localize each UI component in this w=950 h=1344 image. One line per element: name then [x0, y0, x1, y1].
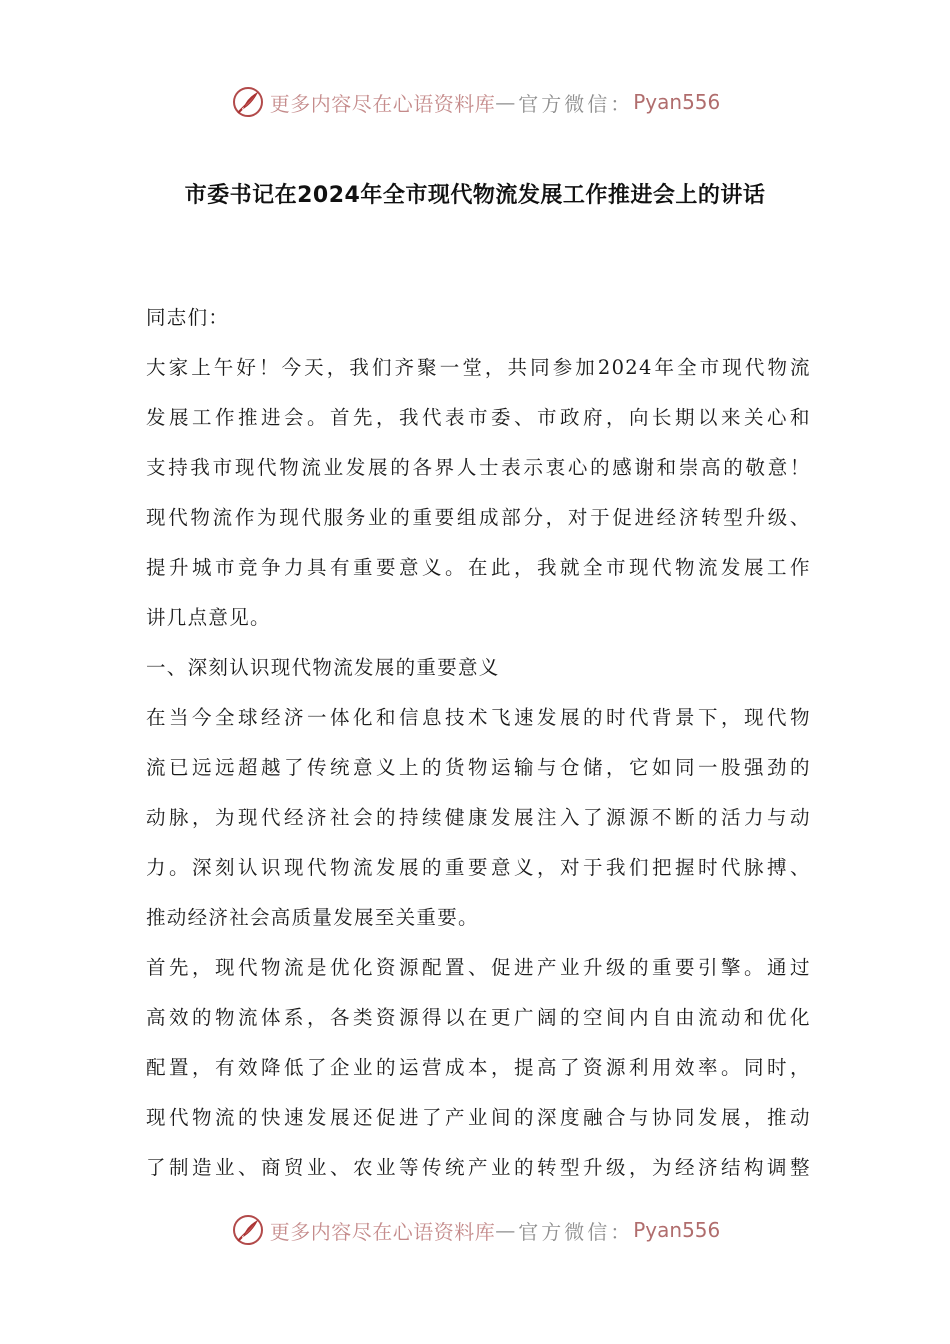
body-line: 支 持 我 市 现 代 物 流 业 发 展 的 各 界 人 士 表 示 衷 心 的 感 谢 和 崇 高 的 敬 意 ！ [146, 456, 811, 479]
document-body [146, 293, 811, 1193]
body-line: 在 当 今 全 球 经 济 一 体 化 和 信 息 技 术 飞 速 发 展 的 时 代 背 景 下 ， 现 代 物 [146, 706, 811, 729]
watermark-brand-text: 更多内容尽在心语资料库 [269, 91, 496, 116]
document-title: 市委书记在2024年全市现代物流发展工作推进会上的讲话 [184, 183, 766, 208]
watermark-contact-id: Pyan556 [633, 1218, 721, 1242]
body-line: 现 代 物 流 的 快 速 发 展 还 促 进 了 产 业 间 的 深 度 融 合 与 协 同 发 展 ， 推 动 [146, 1106, 811, 1129]
footer-watermark [0, 1210, 950, 1250]
body-line: 同志们： [146, 306, 230, 329]
body-line: 流 已 远 远 超 越 了 传 统 意 义 上 的 货 物 运 输 与 仓 储 ， 它 如 同 一 股 强 劲 的 [146, 756, 811, 779]
body-line: 配 置 ， 有 效 降 低 了 企 业 的 运 营 成 本 ， 提 高 了 资 源 利 用 效 率 。 同 时 ， [146, 1056, 811, 1079]
quill-logo-icon [230, 84, 266, 120]
watermark-contact-id: Pyan556 [633, 90, 721, 114]
body-line: 一、深刻认识现代物流发展的重要意义 [146, 656, 500, 679]
body-line: 发 展 工 作 推 进 会 。 首 先 ， 我 代 表 市 委 、 市 政 府 ， 向 长 期 以 来 关 心 和 [146, 406, 811, 429]
body-line: 力 。 深 刻 认 识 现 代 物 流 发 展 的 重 要 意 义 ， 对 于 我 们 把 握 时 代 脉 搏 、 [146, 856, 811, 879]
quill-logo-icon [230, 1212, 266, 1248]
body-line: 大 家 上 午 好 ！ 今 天 ， 我 们 齐 聚 一 堂 ， 共 同 参 加 2024 年 全 市 现 代 物 流 [146, 356, 811, 379]
body-line: 首 先 ， 现 代 物 流 是 优 化 资 源 配 置 、 促 进 产 业 升 级 的 重 要 引 擎 。 通 过 [146, 956, 811, 979]
watermark-contact-label: 官方微信： [518, 91, 634, 116]
watermark-dash: — [495, 1218, 519, 1242]
watermark-contact-label: 官方微信： [518, 1219, 634, 1244]
body-line: 现 代 物 流 作 为 现 代 服 务 业 的 重 要 组 成 部 分 ， 对 于 促 进 经 济 转 型 升 级 、 [146, 506, 811, 529]
body-line: 提 升 城 市 竞 争 力 具 有 重 要 意 义 。 在 此 ， 我 就 全 市 现 代 物 流 发 展 工 作 [146, 556, 811, 579]
watermark-brand-text: 更多内容尽在心语资料库 [269, 1219, 496, 1244]
body-line: 了 制 造 业 、 商 贸 业 、 农 业 等 传 统 产 业 的 转 型 升 级 ， 为 经 济 结 构 调 整 [146, 1156, 811, 1179]
watermark-dash: — [495, 90, 519, 114]
body-line: 高 效 的 物 流 体 系 ， 各 类 资 源 得 以 在 更 广 阔 的 空 间 内 自 由 流 动 和 优 化 [146, 1006, 811, 1029]
body-line: 动 脉 ， 为 现 代 经 济 社 会 的 持 续 健 康 发 展 注 入 了 源 源 不 断 的 活 力 与 动 [146, 806, 811, 829]
body-line: 讲几点意见。 [146, 606, 271, 629]
body-line: 推动经济社会高质量发展至关重要。 [146, 906, 479, 929]
header-watermark [0, 82, 950, 122]
